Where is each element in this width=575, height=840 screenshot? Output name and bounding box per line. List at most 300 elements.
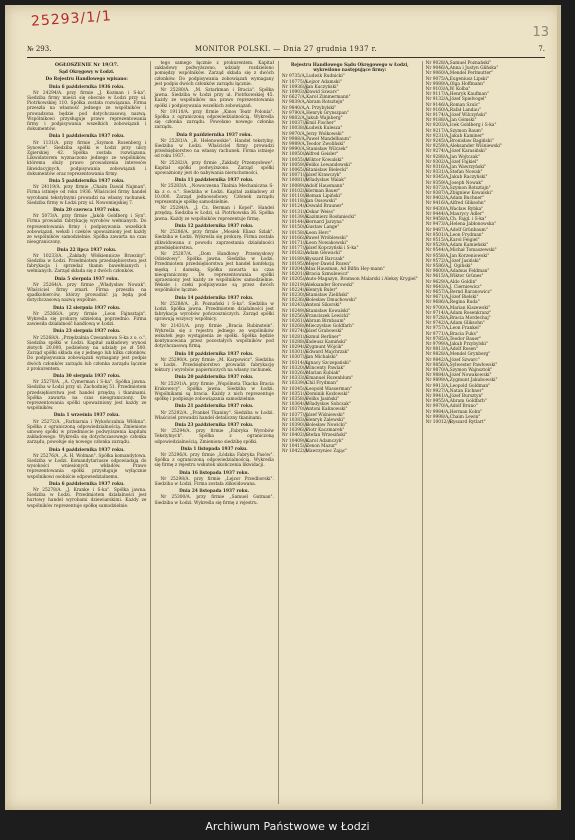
entry-number: Nr 10243/A. <box>281 303 309 309</box>
entry-name: „Adolf Bruno" <box>447 404 478 410</box>
entry-number: Nr 9458/A. <box>425 217 450 223</box>
notice-paragraph: Nr 25268/A. „Przędzalnia Czesankowa S-ka z o. o.". Siedziba spółki w Łodzi. Kapitał zakładowy wynosi złotych 20.000, podzielony na udziały po zł 500. Zarząd spółki składa się z jednego lub kilku członków. Do podpisywania zobowiązań wymagany jest podpis dwóch członków zarządu lub członka zarządu łącznie z prokurentem. <box>27 335 147 372</box>
notice-paragraph: Nr 25281/A. „B. Helenowskie". Handel tekstylny. Siedziba w Łodzi. Właściciel firmy prowadzi przedsiębiorstwo na własny rachunek. Firma istnieje od roku 1937. <box>154 138 274 160</box>
entry-number: Nr 9274/A. <box>425 149 450 155</box>
entry-number: Nr 10124/A. <box>281 204 309 210</box>
entry-name: „Dominik Kozłowski" <box>303 391 350 397</box>
entry-name: „Abram Goldfarb" <box>447 399 487 405</box>
entry-name: „Władysław Walak" <box>303 178 346 184</box>
entry-number: Nr 10236/A. <box>281 298 309 304</box>
notice-paragraph: Nr 25280/A. „M. Sztarkman i Bracia". Spółka jawna. Siedziba w Łodzi przy ul. Piotrkowskiej 45. Każdy ze wspólników ma prawo reprezentowania spółki i podpisywania wszelkich zobowiązań. <box>154 88 274 109</box>
entry-number: Nr 10301/A. <box>281 350 309 356</box>
entry-number: Nr 10383/A. <box>281 417 309 423</box>
entry-name: „Józef Spielvogel" <box>447 97 487 103</box>
entry-number: Nr 9629/A. <box>425 279 450 285</box>
entry-number: Nr 10268/A. <box>281 324 309 330</box>
entry-number: Nr 9075/A. <box>425 76 450 82</box>
sub-heading: Rejestru Handlowego Sądu Okręgowego w Łodzi, wykreślono następujące firmy: <box>290 63 409 74</box>
entry-number: Nr 9802/A. <box>281 116 306 122</box>
entry-name: „Kazimierz Rosłaniecki" <box>303 214 357 220</box>
entry-number: Nr 9742/A. <box>425 321 450 327</box>
entry-name: „Franciszek Lewicki" <box>303 313 351 319</box>
entry-name: „Wawrzyniec Zając" <box>303 449 348 455</box>
entry-name: „Abram Rotsztejn" <box>303 100 345 106</box>
entry-name: „J. Cierniewicz" <box>447 284 482 290</box>
entry-number: Nr 10370/A. <box>281 407 309 413</box>
entry-name: „Władysław Sobczak" <box>303 402 351 408</box>
entry-name: „Dawid Szwarc" <box>303 90 340 96</box>
entry-name: „Bracia Szmulewicz" <box>303 272 350 278</box>
notice-paragraph: Nr 25276/A. „A. H. Wolman". Spółka komandytowa. Siedziba w Łodzi. Komandytariusze odpowiadają do wysokości wniesionych wkładów. Prawo reprezentowania spółki przysługuje wyłącznie wspólnikowi osobiście odpowiedzialnemu. <box>27 453 147 480</box>
date-heading: Dnia 23 sierpnia 1937 roku. <box>52 329 121 335</box>
entry-number: Nr 9839/A. <box>281 100 306 106</box>
notice-paragraph: Nr 25300/A. przy firmie „Samuel Gutman". Siedziba w Łodzi. Wykreśla się firmę z rejestru. <box>154 495 274 506</box>
entry-number: Nr 10102/A. <box>281 188 309 194</box>
entry-name: „Stanisław Kowalski" <box>303 308 351 314</box>
entry-number: Nr 10281/A. <box>281 334 309 340</box>
entry-number: Nr 10409/A. <box>281 438 309 444</box>
entry-name: „Adamus Feldman" <box>447 269 490 275</box>
date-heading: Dnia 12 sierpnia 1937 roku. <box>52 305 121 311</box>
entry-name: „Wacław Rybka" <box>447 206 484 212</box>
entry-number: Nr 9558/A. <box>425 253 450 259</box>
entry-number: Nr 10274/A. <box>281 329 309 335</box>
entry-name: „Roman Szulc" <box>447 102 481 108</box>
entry-number: Nr 9402/A. <box>425 196 450 202</box>
entry-name: „Józef Grabowski" <box>303 329 344 335</box>
entry-number: Nr 10256/A. <box>281 313 309 319</box>
date-heading: Dnia 16 listopada 1937 roku. <box>179 470 250 476</box>
entry-number: Nr 10326/A. <box>281 370 309 376</box>
entry-number: Nr 10307/A. <box>281 355 309 361</box>
entry-number: Nr 9828/A. <box>425 352 450 358</box>
entry-number: Nr 10775/A. <box>281 79 309 85</box>
notice-paragraph: Nr 24119/A. przy firmie „Chaim Dawid Najman". Firma istnieje od roku 1936. Właściciel firmy handel wyrobami tekstylnymi prowadzi na własny rachunek. Siedziba firmy w Łodzi przy ul. Nowomiejskiej 7. <box>27 185 147 206</box>
entry-number: Nr 10224/A. <box>281 287 309 293</box>
entry-name: „Mejer-Dawid Rozen" <box>303 261 351 267</box>
date-heading: Dnia 1 października 1937 roku. <box>48 134 125 140</box>
entry-number: Nr 9316/A. <box>425 165 450 171</box>
entry-number: Nr 9989/A. <box>281 142 306 148</box>
entry-name: „Bronisław Bagiński" <box>447 139 494 145</box>
archive-name: Archiwum Państwowe w Łodzi <box>205 819 370 833</box>
entry-number: Nr 10415/A. <box>281 443 309 449</box>
entry-number: Nr 9856/A. <box>425 362 450 368</box>
entry-name: „Marian Kiszewski" <box>447 305 491 311</box>
entry-number: Nr 9387/A. <box>425 191 450 197</box>
sub-heading: Do Rejestru Handlowego wpisano: <box>45 77 128 83</box>
date-heading: Dnia 30 sierpnia 1937 roku. <box>52 373 121 379</box>
notice-paragraph: Nr 25266/A. przy firmie „Leon Fajnsztajn". Wykreśla się prokurę udzieloną poprzednio. Firma zawiesiła działalność handlową w Łodzi. <box>27 311 147 328</box>
date-heading: Dnia 21 października 1937 roku. <box>174 404 254 410</box>
column-2 <box>150 61 273 804</box>
entry-name: „W. Kolba" <box>447 87 471 93</box>
entry-number: Nr 9686/A. <box>425 300 450 306</box>
entry-number: Nr 9117/A. <box>425 92 450 98</box>
entry-name: „Alfred Geisler" <box>303 152 339 158</box>
entry-number: Nr 10422/A. <box>281 449 309 455</box>
entry-number: Nr 9473/A. <box>425 222 450 228</box>
entry-name: „Bernard Jarzyna" <box>303 220 344 226</box>
notice-paragraph: Nr 25264/A. przy firmie „Władysław Nowak". Właściciel firmy zmarł. Firma przeszła na spadkobierców, którzy prowadzić ją będą pod dotychczasową nazwą wspólnie. <box>27 282 147 304</box>
entry-number: Nr 10150/A. <box>281 225 309 231</box>
notice-paragraph: Nr 25270/A. „A. Cymerman i S-ka". Spółka jawna. Siedziba w Łodzi przy ul. Zachodniej 51. Przedmiotem przedsiębiorstwa jest handel przędzą i tkaninami. Spółka zawarta na czas nieograniczony. Do reprezentowania spółki upoważniony jest każdy ze wspólników. <box>27 380 147 412</box>
entry-number: Nr 10012/A. <box>425 420 453 426</box>
entry-number: Nr 9955/A. <box>425 399 450 405</box>
entry-name: „Michał Tomaszewski" <box>447 248 497 254</box>
entry-number: Nr 10158/A. <box>281 230 309 236</box>
entry-number: Nr 9899/A. <box>425 378 450 384</box>
entry-name: „Teodor Zwoliński" <box>303 142 346 148</box>
entry-name: „Jakub Przybylski" <box>447 341 488 347</box>
entry-number: Nr 9984/A. <box>425 409 450 415</box>
entry-number: Nr 10201/A. <box>281 272 309 278</box>
entry-number: Nr 9487/A. <box>425 227 450 233</box>
entry-number: Nr 9103/A. <box>425 87 450 93</box>
entry-number: Nr 10139/A. <box>281 214 309 220</box>
entry-number: Nr 10333/A. <box>281 376 309 382</box>
entry-name: „Feliks Jasiński" <box>303 397 340 402</box>
entry-number: Nr 10071/A. <box>281 173 309 179</box>
entry-name: „A. Przybylski" <box>303 105 337 111</box>
notice-paragraph: Nr 19110/A. przy firmie „Kinos Teatr Polonia". Spółka z ograniczoną odpowiedzialnością. Wykreśla się członka zarządu. Powołano nowego członka zarządu. <box>154 109 274 131</box>
entry-name: „Zbigniew Kowalski" <box>447 191 493 197</box>
entry-name: „J. Ogiński" <box>447 263 473 269</box>
entry-name: „Herman Kohn" <box>447 409 483 415</box>
entry-name: „Roman Lipiński" <box>303 194 342 200</box>
entry-number: Nr 9990/A. <box>281 147 306 153</box>
entry-number: Nr 9373/A. <box>425 185 450 191</box>
entry-number: Nr 9600/A. <box>425 269 450 275</box>
entry-name: „Ludwik Kulesza" <box>303 126 343 132</box>
entry-number: Nr 10320/A. <box>281 365 309 371</box>
handwritten-reference: 25293/1/1 <box>30 8 113 30</box>
notice-paragraph: Nr 25290/A. przy firmie „M. Karpowicz". Siedziba w Łodzi. Przedsiębiorstwo prowadzi fabrykację tektury i wyrobów papierniczych na własny rachunek. <box>154 357 274 374</box>
entry-name: „Samuel Poznański" <box>447 61 492 66</box>
entry-name: „Leon Frankel" <box>447 326 481 332</box>
notice-paragraph: Nr 25292/A. „Frankel Tkaniny". Siedziba w Łodzi. Właściciel prowadzi handel detaliczny tkaninami. <box>154 410 274 421</box>
date-heading: Dnia 12 października 1937 roku. <box>174 223 254 229</box>
entry-name: „Emil Fischer" <box>303 121 336 127</box>
entry-number: Nr 9813/A. <box>425 347 450 353</box>
entry-number: Nr 10261/A. <box>281 318 309 324</box>
entry-name: „Jan Korzeniowski" <box>447 253 490 259</box>
entry-number: Nr 9259/A. <box>425 144 450 150</box>
entry-name: „Henryk Grynszpan" <box>303 110 349 116</box>
entry-number: Nr 10396/A. <box>281 428 309 434</box>
entry-name: „Stanisław Zieliński" <box>303 292 350 298</box>
notice-paragraph: Nr 5073/A. przy firmie „Jakób Goldberg i Syn". Firma prowadzi fabrykację wyrobów wełnianych. Do reprezentowania firmy i podpisywania wszelkich zobowiązań, weksli i czeków upoważniony jest każdy ze wspólników samodzielnie. Spółka zawarta na czas nieograniczony. <box>27 214 147 246</box>
entry-name: „Józef Kopczyński i S-ka" <box>303 246 359 252</box>
entry-number: Nr 10171/A. <box>281 240 309 246</box>
entry-number: Nr 10110/A. <box>281 194 309 200</box>
entry-name: „Zenon Mazur" <box>303 443 338 449</box>
entry-number: Nr 10294/A. <box>281 344 309 350</box>
entry-name: „Józef Nowakowski" <box>447 373 492 379</box>
entry-number: Nr 9586/A. <box>425 263 450 269</box>
entry-name: „Jan Wojtczak" <box>447 154 480 160</box>
notice-paragraph: Nr 25282/A. przy firmie „Zakłady Przemysłowe". Kapitał spółki podwyższono. Zarząd spółki upoważniony jest do nabywania nieruchomości. <box>154 160 274 177</box>
notice-paragraph: Nr 25298/A. przy firmie „Lejzor Przedborski". Siedziba w Łodzi. Firma została zlikwidowana. <box>154 476 274 488</box>
entry-name: „Chaim Lewin" <box>447 414 481 420</box>
entry-number: Nr 10055/A. <box>281 157 309 163</box>
entry-name: „Henryk Zalewski" <box>303 417 345 423</box>
entry-number: Nr 10189/A. <box>281 256 309 262</box>
entry-number: Nr 10038/A. <box>281 126 309 132</box>
entry-number: Nr 9643/A. <box>425 284 450 290</box>
notice-paragraph: tego samego łącznie z prokurentem. Kapitał zakładowy podwyższono, udziały rozdzielono pomiędzy wspólników. Zarząd składa się z dwóch członków. Do podpisywania zobowiązań wymagany jest podpis dwóch członków zarządu łącznie. <box>154 61 274 87</box>
entry-number: Nr 10205/A. <box>281 277 309 283</box>
entry-name: „Stefan Nowak" <box>447 170 483 176</box>
entry-name: „Gustaw Lange" <box>303 225 340 231</box>
entry-name: „Szymon Wajnsztok" <box>447 367 493 373</box>
entry-name: „Teodor Bauer" <box>447 336 482 342</box>
entry-name: „Jan Gómski" <box>447 118 477 124</box>
entry-name: „Józef Fajkiel" <box>447 159 479 165</box>
entry-number: Nr 9174/A. <box>425 113 450 119</box>
notice-paragraph: Nr 25278/A. „J. Kranke i S-ka". Spółka jawna. Siedziba w Łodzi. Przedmiotem działalności jest hurtowy handel wyrobami dziewiarskimi. Każdy ze wspólników reprezentuje spółkę samodzielnie. <box>27 488 147 509</box>
entry-name: „Aldo Goldin" <box>447 279 478 285</box>
entry-name: „Mendel Perlmutter" <box>447 71 494 77</box>
entry-name: „Marian Kubiak" <box>303 370 341 376</box>
entry-number: Nr 9160/A. <box>425 107 450 113</box>
entry-number: Nr 9060/A. <box>425 71 450 77</box>
entry-number: Nr 9970/A. <box>281 131 306 137</box>
entry-number: Nr 9615/A. <box>425 274 450 280</box>
entry-name: „Sylwester Pawłowski" <box>447 362 498 368</box>
entry-number: Nr 9870/A. <box>425 367 450 373</box>
notice-paragraph: Nr 25284/A. „J. Cz. Berman i Kopel". Handel przędzą. Siedziba w Łodzi, ul. Piotrkowska 36. Spółka jawna. Każdy ze wspólników reprezentuje firmę. <box>154 206 274 222</box>
entry-name: „Adolf Grünbaum" <box>447 227 488 233</box>
entry-name: „Józef Wiśniewski" <box>303 412 345 418</box>
notice-paragraph: Nr 25288/A. „B. Poznański i S-ka". Siedziba w Łodzi. Spółka jawna. Przedmiotem działalności jest fabrykacja wyrobów pończoszniczych. Zarząd spółki sprawują wszyscy wspólnicy. <box>154 301 274 323</box>
date-heading: Dnia 18 października 1937 roku. <box>174 351 254 357</box>
entry-name: „Natan Eichner" <box>447 388 484 394</box>
entry-number: Nr 9671/A. <box>425 295 450 301</box>
entry-name: „Leon Nowakowski" <box>303 240 348 246</box>
page-number: 7. <box>538 45 545 53</box>
entry-name: „Karol Adamczyk" <box>303 438 344 444</box>
entry-name: „Szymon Rotsztajn" <box>447 185 491 191</box>
date-heading: Dnia 4 października 1937 roku. <box>48 447 125 453</box>
notice-paragraph: Nr 25272/A. „Farbiarnia i Wykończalnia Włókna". Spółka z ograniczoną odpowiedzialnością. Zmieniono umowę spółki w przedmiocie podwyższenia kapitału zakładowego. Wykreśla się dotychczasowego członka zarządu, powołuje się nowego członka zarządu. <box>27 419 147 446</box>
entry-number: Nr 9799/A. <box>425 341 450 347</box>
entry-name: „Leon Herc" <box>303 230 331 236</box>
entry-name: „Piotr Kaczmarek" <box>303 428 345 434</box>
entry-number: Nr 10131/A. <box>281 209 309 215</box>
notice-paragraph: Nr 25294/A. przy firmie „Fabryka Wyrobów Tekstylnych". Spółka z ograniczoną odpowiedzialnością. Zmieniono siedzibę spółki. <box>154 429 274 445</box>
entry-number: Nr 10037/A. <box>281 121 309 127</box>
entry-name: „Ignacy Szczepański" <box>303 360 351 366</box>
entry-number: Nr 10204/A. <box>281 266 309 272</box>
entry-number: Nr 9416/A. <box>425 201 450 207</box>
date-heading: Dnia 11 października 1937 roku. <box>174 178 254 184</box>
entry-name: „Rafał Landau" <box>447 107 481 113</box>
notice-paragraph: Nr 25287/A. „Dom Handlowy Przemysłowy Odzieżowy". Spółka jawna. Siedziba w Łodzi. Przedmiotem przedsiębiorstwa jest handel konfekcją męską i damską. Spółka zawarta na czas nieograniczony. Do reprezentowania spółki uprawniony jest każdy ze wspólników samodzielnie. Weksle i czeki podpisywane są przez dwóch wspólników łącznie. <box>154 251 274 294</box>
entry-name: „Chil Frydman" <box>303 381 338 387</box>
entry-name: „Antoni Kalinowski" <box>303 407 348 413</box>
date-heading: Dnia 5 października 1937 roku. <box>48 179 125 185</box>
entry-number: Nr 10936/A. <box>281 84 309 90</box>
entry-number: Nr 10081/A. <box>281 178 309 184</box>
entry-name: „Auto-Magazyn, Bramson Malarski i Aleksy Krygiel" <box>303 277 418 283</box>
entry-name: „Szmul Berliner" <box>303 334 341 340</box>
entry-number: Nr 9998/A. <box>425 414 450 420</box>
entry-name: „Bernd Baranowicz" <box>447 289 492 295</box>
entry-name: „Henryk Kaufman" <box>447 92 489 98</box>
publication-title: MONITOR POLSKI. — Dnia 27 grudnia 1937 r. <box>194 45 378 53</box>
entry-number: Nr 9529/A. <box>425 243 450 249</box>
pencil-page-mark: 13 <box>532 25 549 40</box>
entry-name: „Wincenty Pawlak" <box>303 365 346 371</box>
entry-name: „Jakub Raczyński" <box>447 175 488 181</box>
entry-name: „Olga Hoffmann" <box>447 81 485 87</box>
entry-name: „Józef Karasiński" <box>447 149 487 155</box>
entry-name: „Adam Kamieński" <box>447 243 489 249</box>
entry-name: „Tadeusz Kamiński" <box>303 339 348 345</box>
entry-name: „Adolf Rosen" <box>447 347 478 353</box>
entry-name: „Ludwik Rudnicki" <box>303 74 345 80</box>
entry-number: Nr 9714/A. <box>425 310 450 316</box>
entry-number: Nr 9028/A. <box>425 61 450 66</box>
entry-name: „Jan Kuczyński" <box>303 84 339 90</box>
notice-paragraph: Nr 10233/A. „Zakłady Włókiennicze Brzeziny". Siedziba w Łodzi. Przedmiotem przedsiębiorstwa jest fabrykacja i sprzedaż tkanin bawełnianych i wełnianych. Zarząd składa się z dwóch członków. <box>27 253 147 275</box>
entry-number: Nr 10195/A. <box>281 261 309 267</box>
entry-name: „Szymon Baum" <box>447 128 483 134</box>
entry-number: Nr 10377/A. <box>281 412 309 418</box>
date-heading: Dnia 23 października 1937 roku. <box>174 423 254 428</box>
text-columns <box>27 61 545 804</box>
entry-number: Nr 9700/A. <box>425 305 450 311</box>
entry-number: Nr 10177/A. <box>281 246 309 252</box>
entry-number: Nr 10402/A. <box>281 433 309 439</box>
column-4 <box>422 61 545 804</box>
entry-name: „Jakub Kaminer" <box>447 133 485 139</box>
entry-number: Nr 9231/A. <box>425 133 450 139</box>
notice-paragraph: Nr 25291/A. przy firmie „Wspólnota Tkacka Bracia Krakowscy". Spółka jawna. Siedziba w Łodzi. Wspólnikami są bracia. Każdy z nich reprezentuje spółkę i podpisuje zobowiązania samodzielnie. <box>154 381 274 403</box>
entry-name: „Adolf Hausmann" <box>303 183 345 189</box>
entry-number: Nr 10364/A. <box>281 402 309 408</box>
entry-number: Nr 9288/A. <box>425 154 450 160</box>
entry-name: „Jan Wawrzyński" <box>447 165 487 171</box>
entry-name: „Leopold Wasserman" <box>303 386 352 392</box>
notice-paragraph: Nr 25286/A. przy firmie „Mosiek Eliasz Szlak". Siedziba w Łodzi. Wykreśla się prokurę. Firma została zlikwidowana z powodu zaprzestania działalności przedsiębiorstwa. <box>154 230 274 251</box>
entry-name: „Józef Jasiński" <box>447 258 481 264</box>
entry-number: Nr 9245/A. <box>425 139 450 145</box>
entry-name: „Helena Jabłonowska" <box>447 222 497 228</box>
date-heading: Dnia 20 czerwca 1937 roku. <box>53 208 121 214</box>
sub-heading: Sąd Okręgowy w Łodzi. <box>59 70 115 76</box>
entry-name: „Adam Rosenkranz" <box>447 310 492 316</box>
entry-name: „Adam Głowacki" <box>303 251 342 257</box>
entry-name: „Adam Buchner" <box>447 196 485 202</box>
notice-paragraph: Nr 25283/A. „Nowoczesna Tkalnia Mechaniczna S-ka z o. o.". Siedziba w Łodzi. Kapitał zakładowy zł 10.000. Zarząd jednoosobowy. Członek zarządu reprezentuje spółkę samodzielnie. <box>154 184 274 206</box>
date-heading: Dnia 8 października 1937 roku. <box>176 132 253 138</box>
entry-number: Nr 9757/A. <box>425 326 450 332</box>
entry-name: „Ryszard Rytlart" <box>447 420 486 426</box>
column-1 <box>27 61 146 804</box>
notice-paragraph: Nr 24294/A. przy firmie „J. Kozman i S-ka". Siedziba firmy mieści się obecnie w Łodzi przy ul. Piotrkowskiej 110. Spółka została rozwiązana. Firma przeszła na własność jednego ze wspólników i prowadzona będzie pod dotychczasową nazwą. Wspólnikowi przysługuje prawo reprezentowania firmy i podpisywania wszelkich zobowiązań i dokumentów. <box>27 90 147 133</box>
entry-number: Nr 9728/A. <box>425 315 450 321</box>
date-heading: Dnia 1 listopada 1937 roku. <box>180 446 248 452</box>
entry-number: Nr 9345/A. <box>425 175 450 181</box>
entry-number: Nr 9359/A. <box>425 180 450 186</box>
entry-number: Nr 10351/A. <box>281 391 309 397</box>
entry-name: „Zygmunt Jakubowski" <box>447 378 498 384</box>
header-rule <box>27 57 545 58</box>
notice-paragraph: Nr 1131/A. przy firmie „Szymon Rozenberg i Synowie". Siedziba spółki w Łodzi przy ulicy Zgierskiej 42. Spółka została rozwiązana. Likwidatorem wyznaczono jednego ze wspólników, któremu służy prawo prowadzenia interesów likwidacyjnych, podpisywania zobowiązań i dokumentów oraz reprezentowania firmy. <box>27 140 147 177</box>
entry-name: „Lejzor Adamski" <box>303 79 342 85</box>
entry-number: Nr 9771/A. <box>425 331 450 337</box>
entry-number: Nr 10288/A. <box>281 339 309 345</box>
entry-number: Nr 9146/A. <box>425 102 450 108</box>
entry-number: Nr 9430/A. <box>425 206 450 212</box>
entry-number: Nr 10339/A. <box>281 381 309 387</box>
entry-name: „Aleksander Wiśniewski" <box>447 144 503 150</box>
entry-name: „Feliks Lewandowski" <box>303 162 352 168</box>
date-heading: Dnia 1 września 1937 roku. <box>53 413 120 419</box>
entry-name: „Bracia Mordechaj" <box>447 315 491 321</box>
register-entry <box>282 449 418 454</box>
entry-name: „Jan Michalski" <box>303 355 338 361</box>
entry-number: Nr 9941/A. <box>425 394 450 399</box>
entry-name: „Józef Krawczyk" <box>303 173 342 179</box>
entry-number: Nr 9302/A. <box>425 159 450 165</box>
entry-number: Nr 10065/A. <box>281 168 309 174</box>
entry-number: Nr 9132/A. <box>425 97 450 103</box>
entry-name: „Stanisław Bielecki" <box>303 168 349 174</box>
entry-name: „Jerzy Wolkowski" <box>303 131 344 137</box>
notice-paragraph: Nr 25296/A. przy firmie „Łódzka Fabryka Pasów". Spółka z ograniczoną odpowiedzialnością. Wykreśla się firmę z rejestru wskutek ukończenia likwidacji. <box>154 453 274 469</box>
entry-number: Nr 9988/A. <box>281 136 306 142</box>
entry-name: „Icek Goldberg i S-ka" <box>447 123 497 129</box>
entry-name: „Alfred Gliksohn" <box>447 201 486 207</box>
entry-name: „Leon Frydman" <box>447 232 484 238</box>
entry-name: „Aleksander Borowski" <box>303 282 355 288</box>
entry-name: „Jan Ossowski" <box>303 199 337 205</box>
entry-name: „Maurycy Adler" <box>447 211 485 217</box>
date-heading: Dnia 24 listopada 1937 roku. <box>179 489 250 495</box>
date-heading: Dnia 14 października 1937 roku. <box>174 295 254 301</box>
entry-name: „Józef Wilczyński" <box>447 113 487 119</box>
notice-paragraph: Nr 21431/A. przy firmie „Bracia Rubinstein". Wykreśla się z rejestru jednego ze wspólników wskutek jego wystąpienia ze spółki. Spółka będzie kontynuowana przez pozostałych wspólników pod dotychczasową firmą. <box>154 323 274 350</box>
entry-number: Nr 9842/A. <box>425 357 450 363</box>
entry-number: Nr 10249/A. <box>281 308 309 314</box>
entry-number: Nr 10089/A. <box>281 183 309 189</box>
entry-name: „Anna i Justyn Glińska" <box>447 66 499 72</box>
entry-name: „Bolesław Dmuchowski" <box>303 298 357 304</box>
issue-number: № 293. <box>27 45 52 53</box>
entry-number: Nr 9331/A. <box>425 170 450 176</box>
entry-name: „Stanisław Wilczek" <box>303 147 348 153</box>
entry-number: Nr 10118/A. <box>281 199 309 205</box>
entry-name: „Regina Ruda" <box>447 300 480 306</box>
entry-number: Nr 9840/A. <box>281 105 306 111</box>
entry-name: „Abram Birnbaum" <box>303 318 346 324</box>
section-heading: OGŁOSZENIE Nr 19/37. <box>54 62 119 68</box>
entry-name: „Bracia Fuks" <box>447 331 478 337</box>
entry-number: Nr 9572/A. <box>425 258 450 264</box>
entry-number: Nr 9884/A. <box>425 373 450 379</box>
entry-name: „Ryszard Barczak" <box>303 256 345 262</box>
entry-name: „Herman Bauer" <box>303 188 341 194</box>
entry-number: Nr 9927/A. <box>425 388 450 394</box>
entry-number: Nr 10390/A. <box>281 423 309 429</box>
entry-number: Nr 9785/A. <box>425 336 450 342</box>
column-3 <box>278 61 418 804</box>
entry-name: „Karol Zimmermann" <box>303 95 351 101</box>
entry-number: Nr 10903/A. <box>281 90 309 96</box>
